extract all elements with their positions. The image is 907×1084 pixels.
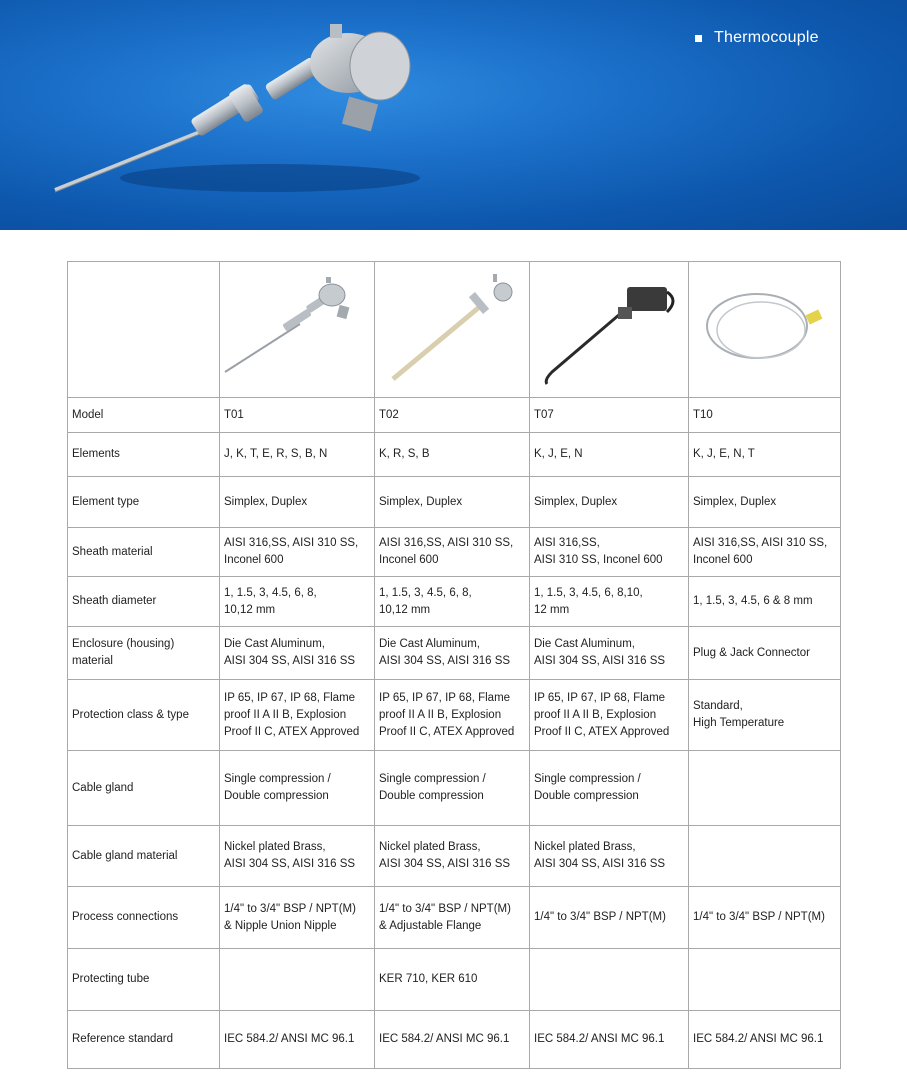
- spec-cell-t02: 1, 1.5, 3, 4.5, 6, 8, 10,12 mm: [375, 577, 530, 627]
- specification-table: [67, 261, 841, 1069]
- spec-cell-t10: 1, 1.5, 3, 4.5, 6 & 8 mm: [689, 577, 841, 627]
- spec-row-cable-gland-material: [68, 826, 841, 887]
- spec-cell-t01: Single compression / Double compression: [220, 751, 375, 826]
- spec-cell-t10: AISI 316,SS, AISI 310 SS, Inconel 600: [689, 528, 841, 577]
- row-label: Enclosure (housing) material: [68, 627, 220, 680]
- row-label: Cable gland: [68, 751, 220, 826]
- row-label: Reference standard: [68, 1011, 220, 1069]
- spec-row-elements: [68, 433, 841, 477]
- spec-cell-t10: K, J, E, N, T: [689, 433, 841, 477]
- spec-row-process-connections: [68, 887, 841, 949]
- row-label: Protection class & type: [68, 680, 220, 751]
- thermocouple-t07-image: [530, 262, 689, 397]
- spec-cell-t10: Standard, High Temperature: [689, 680, 841, 751]
- spec-cell-t01: 1/4" to 3/4" BSP / NPT(M) & Nipple Union Nipple: [220, 887, 375, 949]
- page-title: [695, 29, 819, 47]
- spec-cell-t10: T10: [689, 398, 841, 433]
- row-label: Model: [68, 398, 220, 433]
- spec-cell-t07: Die Cast Aluminum, AISI 304 SS, AISI 316 SS: [530, 627, 689, 680]
- spec-cell-t02: AISI 316,SS, AISI 310 SS, Inconel 600: [375, 528, 530, 577]
- page-title-text: Thermocouple: [714, 29, 819, 46]
- thermocouple-t02-image: [375, 262, 530, 397]
- row-label: Cable gland material: [68, 826, 220, 887]
- spec-cell-t01: IP 65, IP 67, IP 68, Flame proof II A II B, Explosion Proof II C, ATEX Approved: [220, 680, 375, 751]
- thermocouple-hero-image: [40, 8, 440, 218]
- row-label: Elements: [68, 433, 220, 477]
- spec-cell-t02: Nickel plated Brass, AISI 304 SS, AISI 316 SS: [375, 826, 530, 887]
- spec-cell-t10: IEC 584.2/ ANSI MC 96.1: [689, 1011, 841, 1069]
- model-image-cell-t07: [530, 262, 689, 398]
- spec-cell-t02: K, R, S, B: [375, 433, 530, 477]
- spec-row-sheath-material: [68, 528, 841, 577]
- spec-row-enclosure-housing-material: [68, 627, 841, 680]
- spec-cell-t07: 1/4" to 3/4" BSP / NPT(M): [530, 887, 689, 949]
- bullet-icon: [695, 35, 702, 42]
- spec-cell-t01: Nickel plated Brass, AISI 304 SS, AISI 316 SS: [220, 826, 375, 887]
- thermocouple-t10-image: [689, 262, 841, 397]
- spec-cell-t10: [689, 751, 841, 826]
- spec-cell-t02: IP 65, IP 67, IP 68, Flame proof II A II B, Explosion Proof II C, ATEX Approved: [375, 680, 530, 751]
- row-label: Protecting tube: [68, 949, 220, 1011]
- row-label: Element type: [68, 477, 220, 528]
- spec-row-protection-class-type: [68, 680, 841, 751]
- model-image-cell-t10: [689, 262, 841, 398]
- image-row-empty-cell: [68, 262, 220, 398]
- spec-cell-t07: IP 65, IP 67, IP 68, Flame proof II A II B, Explosion Proof II C, ATEX Approved: [530, 680, 689, 751]
- spec-row-model: [68, 398, 841, 433]
- spec-cell-t01: [220, 949, 375, 1011]
- spec-cell-t10: Plug & Jack Connector: [689, 627, 841, 680]
- spec-cell-t02: Single compression / Double compression: [375, 751, 530, 826]
- row-label: Sheath material: [68, 528, 220, 577]
- spec-cell-t01: J, K, T, E, R, S, B, N: [220, 433, 375, 477]
- spec-cell-t07: K, J, E, N: [530, 433, 689, 477]
- spec-row-element-type: [68, 477, 841, 528]
- spec-row-protecting-tube: [68, 949, 841, 1011]
- spec-cell-t02: KER 710, KER 610: [375, 949, 530, 1011]
- spec-cell-t07: T07: [530, 398, 689, 433]
- spec-row-sheath-diameter: [68, 577, 841, 627]
- spec-cell-t07: Single compression / Double compression: [530, 751, 689, 826]
- spec-cell-t01: T01: [220, 398, 375, 433]
- spec-row-cable-gland: [68, 751, 841, 826]
- model-image-cell-t01: [220, 262, 375, 398]
- row-label: Sheath diameter: [68, 577, 220, 627]
- spec-cell-t01: Simplex, Duplex: [220, 477, 375, 528]
- spec-cell-t07: 1, 1.5, 3, 4.5, 6, 8,10, 12 mm: [530, 577, 689, 627]
- spec-cell-t02: T02: [375, 398, 530, 433]
- row-label: Process connections: [68, 887, 220, 949]
- spec-cell-t02: 1/4" to 3/4" BSP / NPT(M) & Adjustable Flange: [375, 887, 530, 949]
- spec-cell-t10: 1/4" to 3/4" BSP / NPT(M): [689, 887, 841, 949]
- spec-cell-t01: Die Cast Aluminum, AISI 304 SS, AISI 316 SS: [220, 627, 375, 680]
- model-image-cell-t02: [375, 262, 530, 398]
- spec-cell-t02: IEC 584.2/ ANSI MC 96.1: [375, 1011, 530, 1069]
- spec-cell-t10: Simplex, Duplex: [689, 477, 841, 528]
- spec-cell-t07: Nickel plated Brass, AISI 304 SS, AISI 316 SS: [530, 826, 689, 887]
- spec-cell-t01: IEC 584.2/ ANSI MC 96.1: [220, 1011, 375, 1069]
- header-banner: [0, 0, 907, 230]
- spec-row-reference-standard: [68, 1011, 841, 1069]
- thermocouple-t01-image: [220, 262, 375, 397]
- spec-cell-t02: Simplex, Duplex: [375, 477, 530, 528]
- image-row: [68, 262, 841, 398]
- spec-cell-t01: 1, 1.5, 3, 4.5, 6, 8, 10,12 mm: [220, 577, 375, 627]
- spec-cell-t07: [530, 949, 689, 1011]
- spec-cell-t01: AISI 316,SS, AISI 310 SS, Inconel 600: [220, 528, 375, 577]
- spec-cell-t07: Simplex, Duplex: [530, 477, 689, 528]
- spec-cell-t07: AISI 316,SS, AISI 310 SS, Inconel 600: [530, 528, 689, 577]
- spec-cell-t07: IEC 584.2/ ANSI MC 96.1: [530, 1011, 689, 1069]
- spec-cell-t10: [689, 949, 841, 1011]
- spec-rows: [68, 398, 841, 1069]
- spec-cell-t02: Die Cast Aluminum, AISI 304 SS, AISI 316 SS: [375, 627, 530, 680]
- spec-cell-t10: [689, 826, 841, 887]
